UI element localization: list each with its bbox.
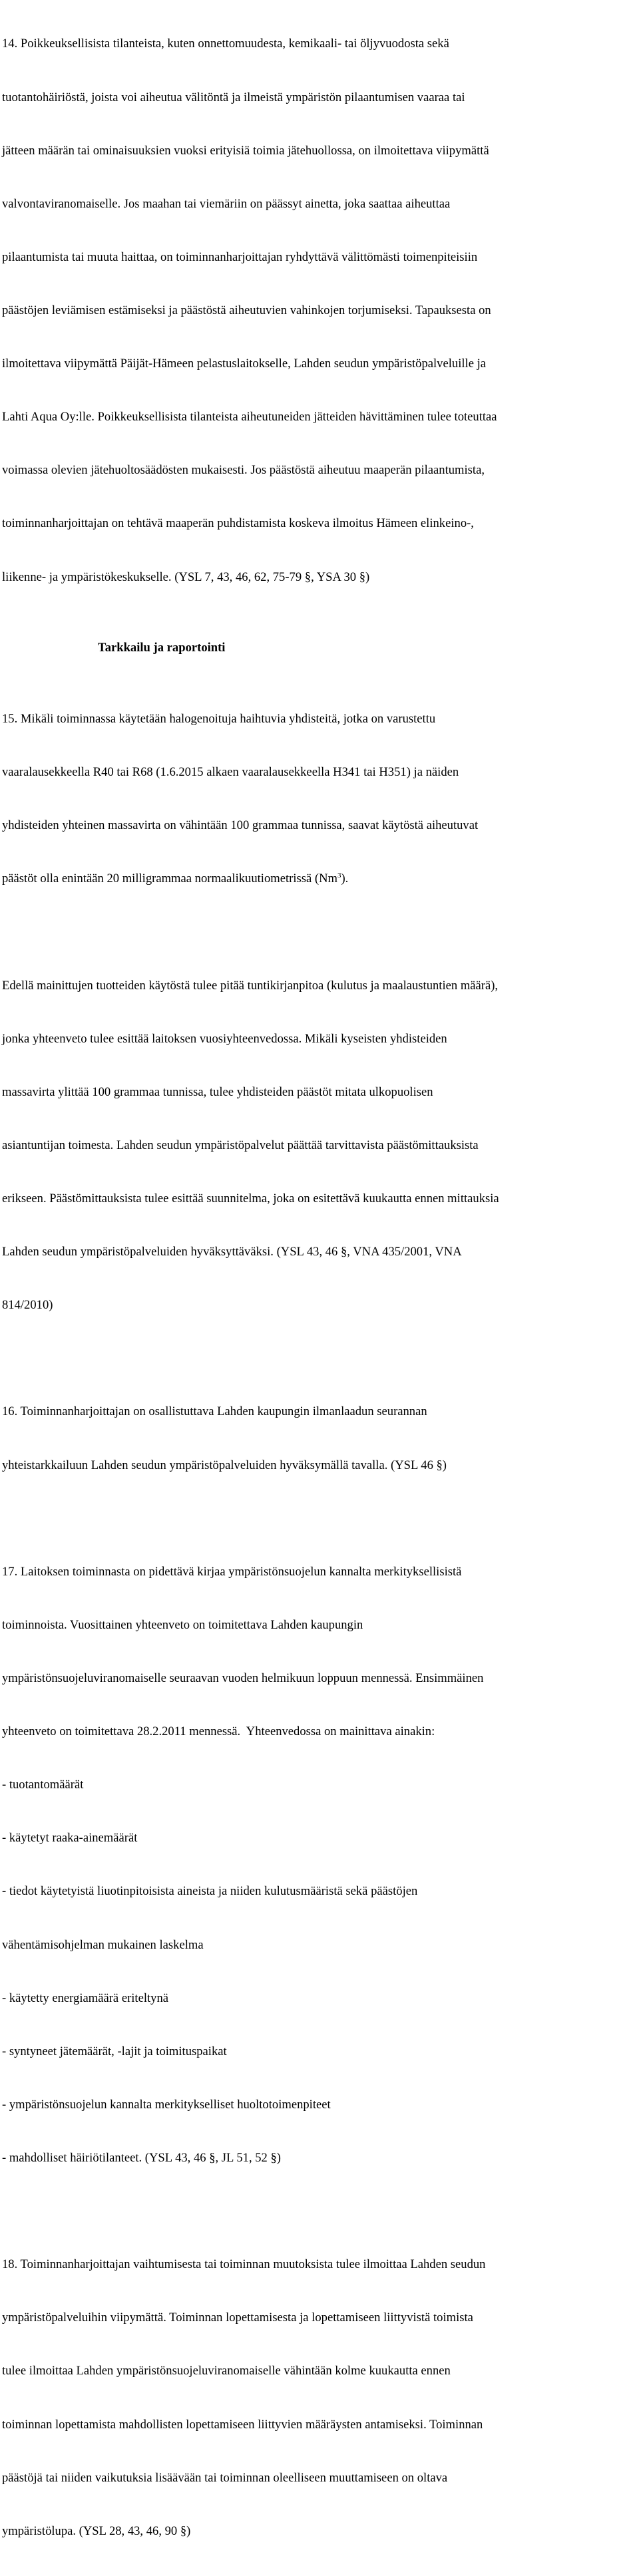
text-line: päästöjä tai niiden vaikutuksia lisäävään tai toiminnan oleelliseen muuttamiseen on oltava — [2, 2470, 448, 2485]
text-line: jätteen määrän tai ominaisuuksien vuoksi erityisiä toimia jätehuollossa, on ilmoitettava viipymättä — [2, 143, 489, 158]
section-18-paragraph — [2, 2221, 639, 2576]
text-line: ilmoitettava viipymättä Päijät-Hämeen pelastuslaitokselle, Lahden seudun ympäristöpalveluille ja — [2, 357, 487, 371]
section-15-continuation-paragraph — [2, 941, 639, 1350]
list-item: - käytetty energiamäärä eriteltynä — [2, 1991, 169, 2005]
spacer — [2, 924, 639, 942]
section-16-paragraph — [2, 1368, 639, 1510]
text-line: jonka yhteenveto tulee esittää laitoksen vuosiyhteenvedossa. Mikäli kyseisten yhdisteiden — [2, 1031, 447, 1046]
list-item-continuation: vähentämisohjelman mukainen laskelma — [2, 1937, 204, 1952]
text-line: 16. Toiminnanharjoittajan on osallistuttava Lahden kaupungin ilmanlaadun seurannan — [2, 1404, 427, 1419]
text-line: liikenne- ja ympäristökeskukselle. (YSL 7, 43, 46, 62, 75-79 §, YSA 30 §) — [2, 569, 370, 584]
text-line: asiantuntijan toimesta. Lahden seudun ympäristöpalvelut päättää tarvittavista päästömittauksista — [2, 1138, 479, 1152]
list-item: - ympäristönsuojelun kannalta merkitykselliset huoltotoimenpiteet — [2, 2097, 331, 2112]
text-line: tulee ilmoittaa Lahden ympäristönsuojeluviranomaiselle vähintään kolme kuukautta ennen — [2, 2364, 451, 2378]
list-item: - tuotantomäärät — [2, 1778, 84, 1792]
superscript: 3 — [337, 872, 341, 880]
text-line: ympäristöpalveluihin viipymättä. Toiminnan lopettamisesta ja lopettamiseen liittyvistä toimista — [2, 2311, 473, 2325]
text-line: 14. Poikkeuksellisista tilanteista, kuten onnettomuudesta, kemikaali- tai öljyvuodosta sekä — [2, 37, 449, 51]
text-line: massavirta ylittää 100 grammaa tunnissa, tulee yhdisteiden päästöt mitata ulkopuolisen — [2, 1084, 433, 1099]
text-fragment: ). — [341, 872, 349, 886]
spacer — [2, 2203, 639, 2221]
text-line: 15. Mikäli toiminnassa käytetään halogenoituja haihtuvia yhdisteitä, jotka on varustettu — [2, 712, 436, 726]
text-line: ympäristölupa. (YSL 28, 43, 46, 90 §) — [2, 2523, 191, 2538]
text-line: toiminnanharjoittajan on tehtävä maaperän puhdistamista koskeva ilmoitus Hämeen elinkeino-, — [2, 516, 474, 531]
text-line: toiminnan lopettamista mahdollisten lopettamiseen liittyvien määräysten antamiseksi. Toiminnan — [2, 2417, 483, 2432]
text-line: 814/2010) — [2, 1298, 53, 1313]
text-line: yhdisteiden yhteinen massavirta on vähintään 100 grammaa tunnissa, saavat käytöstä aiheutuvat — [2, 818, 479, 833]
list-item: - käytetyt raaka-ainemäärät — [2, 1831, 138, 1846]
list-item: - tiedot käytetyistä liuotinpitoisista aineista ja niiden kulutusmääristä sekä päästöjen — [2, 1884, 418, 1899]
section-17-paragraph — [2, 1528, 639, 2203]
text-line: tuotantohäiriöstä, joista voi aiheutua välitöntä ja ilmeistä ympäristön pilaantumisen vaaraa tai — [2, 90, 465, 104]
list-item: - mahdolliset häiriötilanteet. (YSL 43, 46 §, JL 51, 52 §) — [2, 2151, 281, 2165]
spacer — [2, 1350, 639, 1368]
spacer — [2, 1510, 639, 1528]
text-line: Lahti Aqua Oy:lle. Poikkeuksellisista tilanteista aiheutuneiden jätteiden hävittäminen tulee toteuttaa — [2, 410, 497, 424]
text-line-with-superscript — [2, 870, 639, 888]
text-line: 17. Laitoksen toiminnasta on pidettävä kirjaa ympäristönsuojelun kannalta merkityksellisistä — [2, 1564, 462, 1579]
section-heading: Tarkkailu ja raportointi — [98, 641, 226, 655]
text-line: yhteenveto on toimitettava 28.2.2011 mennessä. Yhteenvedossa on mainittava ainakin: — [2, 1724, 435, 1739]
text-line: ympäristönsuojeluviranomaiselle seuraavan vuoden helmikuun loppuun mennessä. Ensimmäinen — [2, 1671, 484, 1686]
list-item: - syntyneet jätemäärät, -lajit ja toimituspaikat — [2, 2044, 227, 2058]
text-line: 18. Toiminnanharjoittajan vaihtumisesta tai toiminnan muutoksista tulee ilmoittaa Lahden seudun — [2, 2257, 486, 2272]
text-line: valvontaviranomaiselle. Jos maahan tai viemäriin on päässyt ainetta, joka saattaa aiheuttaa — [2, 196, 451, 211]
text-line: Edellä mainittujen tuotteiden käytöstä tulee pitää tuntikirjanpitoa (kulutus ja maalaustuntien määrä), — [2, 978, 499, 993]
section-15-paragraph — [2, 675, 639, 924]
text-line: voimassa olevien jätehuoltosäädösten mukaisesti. Jos päästöstä aiheutuu maaperän pilaantumista, — [2, 463, 485, 478]
text-line: toiminnoista. Vuosittainen yhteenveto on toimitettava Lahden kaupungin — [2, 1617, 363, 1632]
text-line: erikseen. Päästömittauksista tulee esittää suunnitelma, joka on esitettävä kuukautta ennen mittauksia — [2, 1192, 499, 1206]
text-line: päästöjen leviämisen estämiseksi ja päästöstä aiheutuvien vahinkojen torjumiseksi. Tapauksesta on — [2, 303, 491, 317]
spacer — [2, 622, 639, 640]
text-line: yhteistarkkailuun Lahden seudun ympäristöpalveluiden hyväksymällä tavalla. (YSL 46 §) — [2, 1458, 447, 1472]
spacer — [2, 657, 639, 675]
section-14-paragraph — [2, 0, 639, 622]
text-line: vaaralausekkeella R40 tai R68 (1.6.2015 alkaen vaaralausekkeella H341 tai H351) ja näiden — [2, 765, 459, 780]
text-line: pilaantumista tai muuta haittaa, on toiminnanharjoittajan ryhdyttävä välittömästi toimenpiteisiin — [2, 249, 478, 264]
text-fragment: päästöt olla enintään 20 milligrammaa normaalikuutiometrissä (Nm — [2, 872, 337, 886]
text-line: Lahden seudun ympäristöpalveluiden hyväksyttäväksi. (YSL 43, 46 §, VNA 435/2001, VNA — [2, 1245, 462, 1259]
